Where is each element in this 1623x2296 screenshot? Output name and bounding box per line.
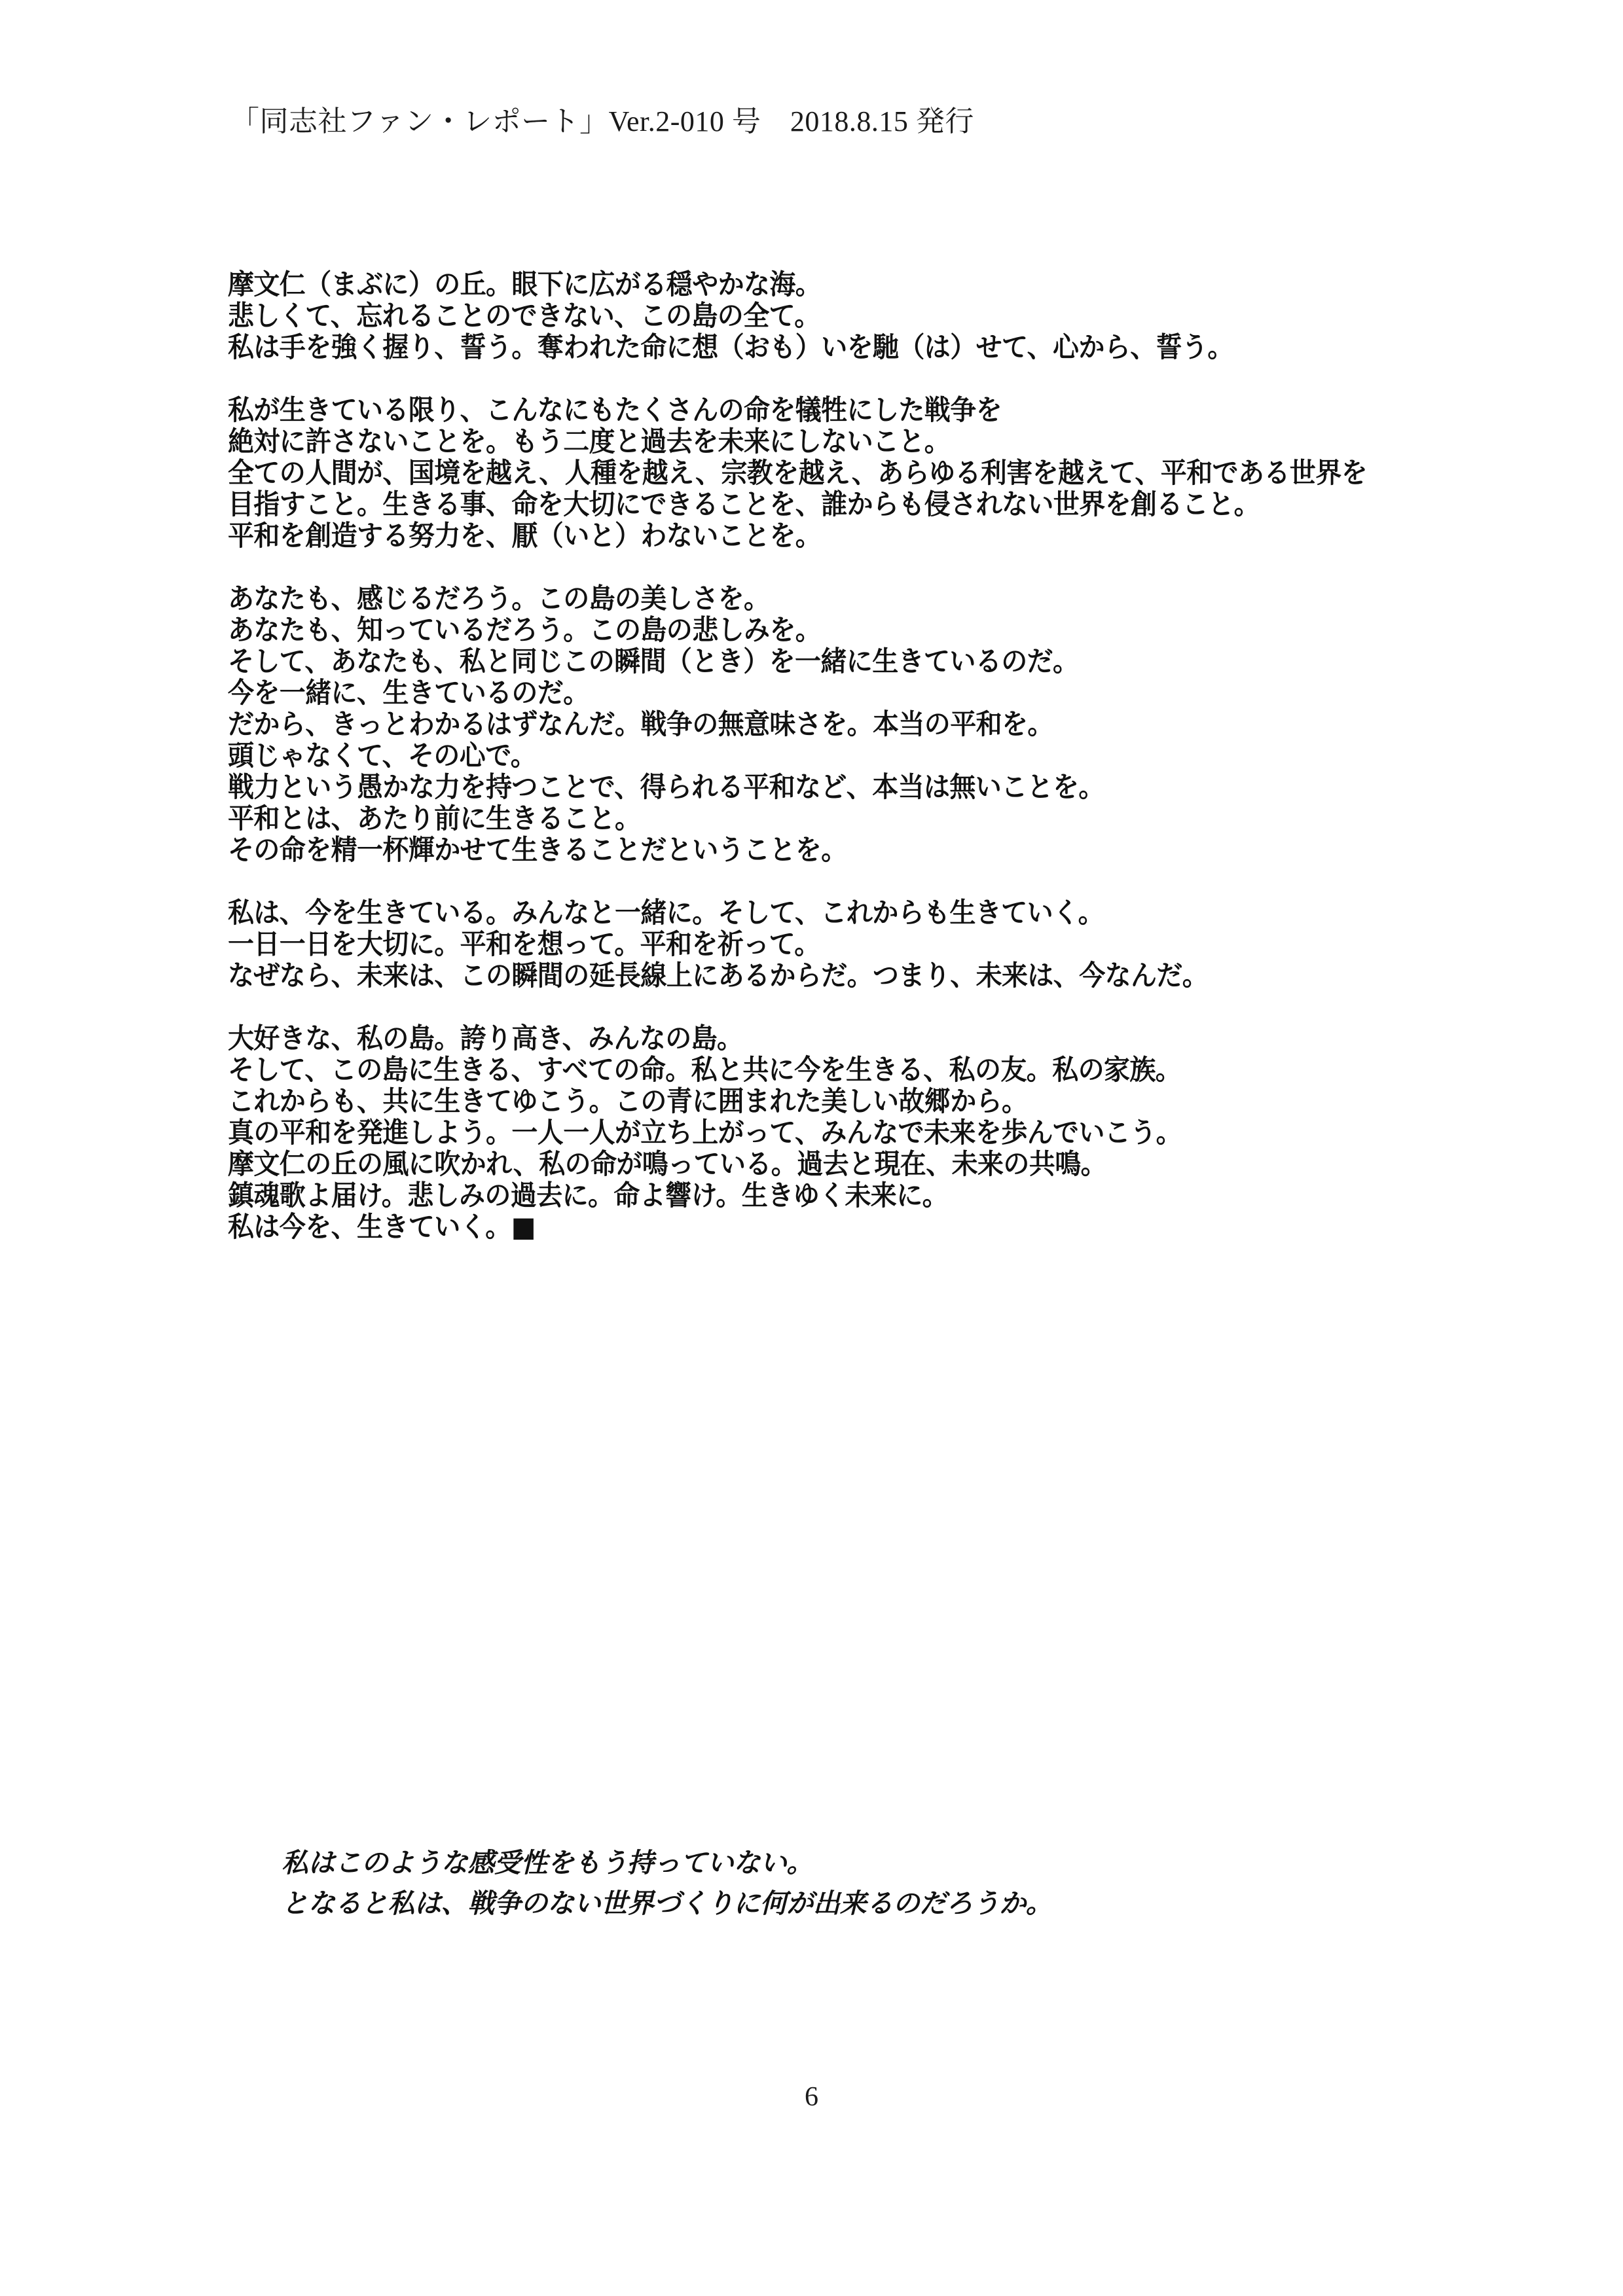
text-line: 摩文仁の丘の風に吹かれ、私の命が鳴っている。過去と現在、未来の共鳴。 <box>228 1149 1106 1181</box>
paragraph <box>228 268 1459 363</box>
text-line: そして、あなたも、私と同じこの瞬間（とき）を一緒に生きているのだ。 <box>228 646 1079 678</box>
closing-line: となると私は、戦争のない世界づくりに何が出来るのだろうか。 <box>282 1888 1053 1919</box>
text-line: 今を一緒に、生きているのだ。 <box>228 677 589 709</box>
text-line: 戦力という愚かな力を持つことで、得られる平和など、本当は無いことを。 <box>228 772 1104 804</box>
text-line: 摩文仁（まぶに）の丘。眼下に広がる穏やかな海。 <box>228 269 822 301</box>
text-line: 絶対に許さないことを。もう二度と過去を未来にしないこと。 <box>228 426 951 458</box>
page-number: 6 <box>805 2082 818 2112</box>
text-line: 私は手を強く握り、誓う。奪われた命に想（おも）いを馳（は）せて、心から、誓う。 <box>228 332 1233 364</box>
text-line: 全ての人間が、国境を越え、人種を越え、宗教を越え、あらゆる利害を越えて、平和である世界を <box>228 457 1367 490</box>
text-line: 悲しくて、忘れることのできない、この島の全て。 <box>228 300 820 332</box>
text-line: これからも、共に生きてゆこう。この青に囲まれた美しい故郷から。 <box>228 1086 1028 1118</box>
text-line: 私は今を、生きていく。■ <box>228 1211 536 1244</box>
text-line: あなたも、知っているだろう。この島の悲しみを。 <box>228 615 822 647</box>
text-line: 鎮魂歌よ届け。悲しみの過去に。命よ響け。生きゆく未来に。 <box>228 1180 948 1212</box>
text-line: 目指すこと。生きる事、命を大切にできることを、誰からも侵されない世界を創ること。 <box>228 489 1260 521</box>
body-text <box>228 268 1459 1242</box>
paragraph <box>228 583 1459 865</box>
text-line: 一日一日を大切に。平和を想って。平和を祈って。 <box>228 929 820 961</box>
text-line: だから、きっとわかるはずなんだ。戦争の無意味さを。本当の平和を。 <box>228 709 1053 741</box>
closing-note <box>282 1842 1460 1924</box>
text-line: 平和を創造する努力を、厭（いと）わないことを。 <box>228 520 822 552</box>
document-header: 「同志社ファン・レポート」Ver.2-010 号 2018.8.15 発行 <box>230 105 974 137</box>
text-line: 私が生きている限り、こんなにもたくさんの命を犠牲にした戦争を <box>228 395 1002 427</box>
text-line: 私は、今を生きている。みんなと一緒に。そして、これからも生きていく。 <box>228 897 1104 929</box>
text-line: その命を精一杯輝かせて生きることだということを。 <box>228 834 847 867</box>
closing-line: 私はこのような感受性をもう持っていない。 <box>282 1847 813 1878</box>
paragraph <box>228 394 1459 551</box>
text-line: なぜなら、未来は、この瞬間の延長線上にあるからだ。つまり、未来は、今なんだ。 <box>228 960 1209 992</box>
text-line: 真の平和を発進しよう。一人一人が立ち上がって、みんなで未来を歩んでいこう。 <box>228 1117 1182 1149</box>
paragraph <box>228 1022 1459 1242</box>
text-line: 頭じゃなくて、その心で。 <box>228 740 537 772</box>
text-line: あなたも、感じるだろう。この島の美しさを。 <box>228 583 770 615</box>
paragraph <box>228 897 1459 991</box>
text-line: そして、この島に生きる、すべての命。私と共に今を生きる、私の友。私の家族。 <box>228 1054 1182 1086</box>
text-line: 平和とは、あたり前に生きること。 <box>228 803 641 835</box>
text-line: 大好きな、私の島。誇り高き、みんなの島。 <box>228 1023 743 1055</box>
